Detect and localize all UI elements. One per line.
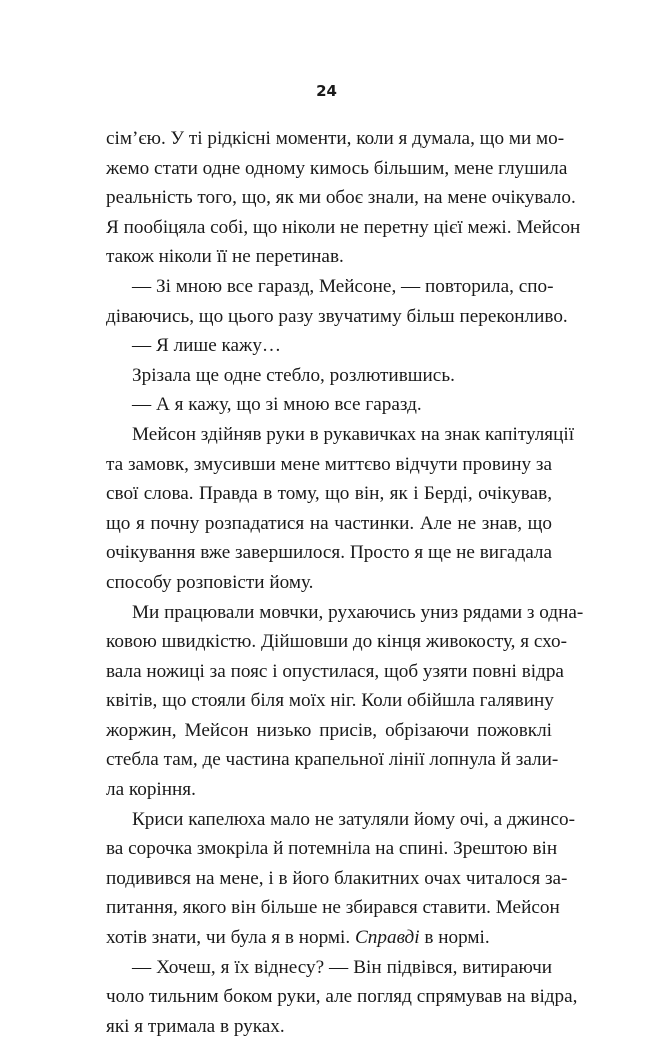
text-line: вала ножиці за пояс і опустилася, щоб узяти повні відра <box>106 660 564 682</box>
text-line: очікування вже завершилося. Просто я ще не вигадала <box>106 542 552 564</box>
text-line: жоржин, Мейсон низько присів, обрізаючи пожовклі <box>106 719 552 741</box>
text-line: свої слова. Правда в тому, що він, як і Берді, очікував, <box>106 483 552 505</box>
text-line: ла коріння. <box>106 779 196 801</box>
text-line: — Я лише кажу… <box>132 335 282 357</box>
text-line: Я пообіцяла собі, що ніколи не перетну цієї межі. Мейсон <box>106 216 581 238</box>
text-line: сім’єю. У ті рідкісні моменти, коли я думала, що ми мо- <box>106 128 565 149</box>
text-line: стебла там, де частина крапельної лінії лопнула й зали- <box>106 749 559 771</box>
text-line: Зрізала ще одне стебло, розлютившись. <box>132 364 455 386</box>
text-line: Криси капелюха мало не затуляли йому очі, а джинсо- <box>132 808 575 830</box>
text-line: діваючись, що цього разу звучатиму більш переконливо. <box>106 305 568 327</box>
text-line: реальність того, що, як ми обоє знали, на мене очікувало. <box>106 187 576 209</box>
text-line: подивився на мене, і в його блакитних очах читалося за- <box>106 867 568 889</box>
text-line: питання, якого він більше не збирався ставити. Мейсон <box>106 897 560 919</box>
text-line: які я тримала в руках. <box>106 1015 285 1037</box>
text-line: ковою швидкістю. Дійшовши до кінця живокосту, я схо- <box>106 631 567 653</box>
body-text <box>106 124 584 1041</box>
text-line: Мейсон здійняв руки в рукавичках на знак капітуляції <box>132 423 575 445</box>
text-line: Ми працювали мовчки, рухаючись униз рядами з одна- <box>132 601 584 623</box>
text-line: та замовк, змусивши мене миттєво відчути провину за <box>106 453 552 475</box>
text-line <box>106 923 552 953</box>
text-segment: в нормі. <box>419 927 490 949</box>
text-line: — Зі мною все гаразд, Мейсоне, — повторила, спо- <box>132 275 554 297</box>
text-line: — А я кажу, що зі мною все гаразд. <box>132 394 422 416</box>
text-line: способу розповісти йому. <box>106 571 314 593</box>
emphasis: Справді <box>355 927 420 949</box>
text-line: ва сорочка змокріла й потемніла на спині. Зрештою він <box>106 838 558 860</box>
text-segment: хотів знати, чи була я в нормі. <box>106 927 355 949</box>
text-line: що я почну розпадатися на частинки. Але не знав, що <box>106 512 552 534</box>
page-number: 24 <box>316 82 337 100</box>
text-line: чоло тильним боком руки, але погляд спрямував на відра, <box>106 986 578 1008</box>
text-line: квітів, що стояли біля моїх ніг. Коли обійшла галявину <box>106 690 554 712</box>
text-line: — Хочеш, я їх віднесу? — Він підвівся, витираючи <box>132 956 552 978</box>
text-line: жемо стати одне одному кимось більшим, мене глушила <box>106 157 568 179</box>
text-line: також ніколи її не перетинав. <box>106 246 344 268</box>
